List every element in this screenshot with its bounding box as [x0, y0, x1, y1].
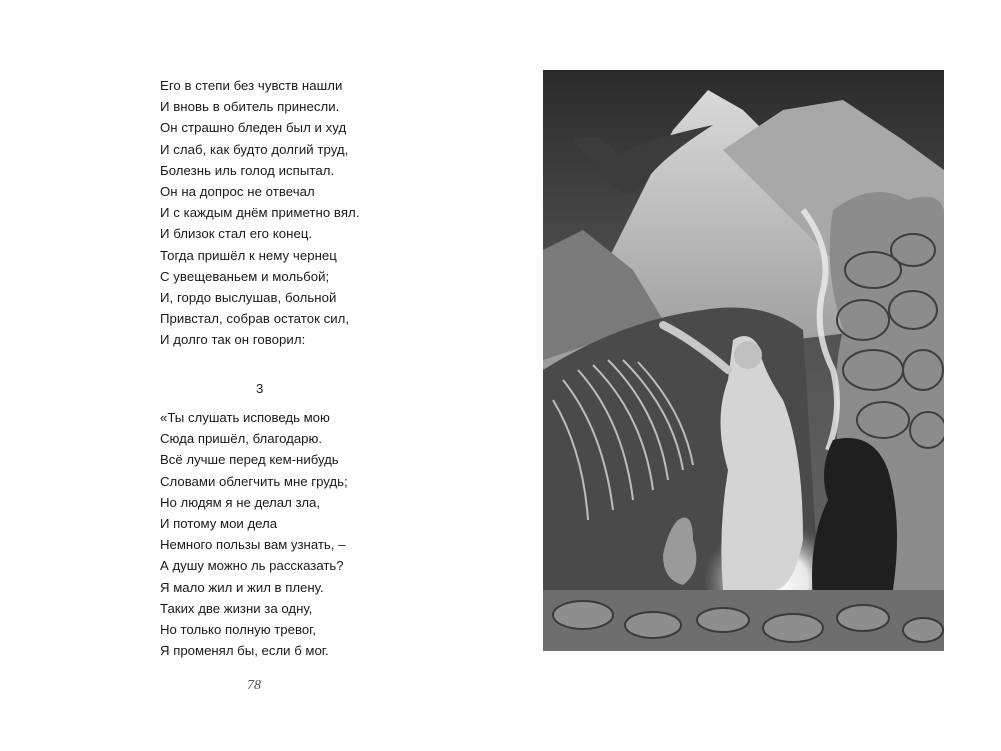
poem-line: Всё лучше перед кем-нибудь: [160, 452, 339, 468]
poem-line: Я мало жил и жил в плену.: [160, 579, 324, 595]
poem-line: С увещеваньем и мольбой;: [160, 268, 330, 284]
poem-line: Болезнь иль голод испытал.: [160, 162, 335, 178]
poem-line: И вновь в обитель принесли.: [160, 99, 340, 115]
woman-head: [734, 341, 762, 369]
poem-line: Он на допрос не отвечал: [160, 183, 315, 199]
poem-line: Но людям я не делал зла,: [160, 494, 321, 510]
poem-line: И с каждым днём приметно вял.: [160, 205, 360, 221]
poem-line: Таких две жизни за одну,: [160, 600, 313, 616]
poem-line: Но только полную тревог,: [160, 621, 317, 637]
poem-line: А душу можно ль рассказать?: [160, 558, 344, 574]
poem-stanza-2: [160, 407, 490, 661]
page-number: 78: [247, 678, 261, 693]
poem-line: Он страшно бледен был и худ: [160, 120, 347, 136]
poem-line: И потому мои дела: [160, 515, 278, 531]
poem-line: И долго так он говорил:: [160, 332, 306, 348]
poem-line: Привстал, собрав остаток сил,: [160, 311, 350, 327]
illustration-artwork: [543, 70, 944, 651]
poem-line: Его в степи без чувств нашли: [160, 78, 343, 93]
poem-line: И близок стал его конец.: [160, 226, 313, 242]
poem-line: Я променял бы, если б мог.: [160, 643, 329, 659]
poem-line: И слаб, как будто долгий труд,: [160, 141, 349, 157]
poem-line: «Ты слушать исповедь мою: [160, 410, 330, 425]
poem-line: И, гордо выслушав, больной: [160, 289, 337, 305]
poem-stanza-1: [160, 75, 490, 350]
illustration: [543, 70, 944, 651]
poem-line: Словами облегчить мне грудь;: [160, 473, 348, 489]
poem-line: Немного пользы вам узнать, –: [160, 537, 346, 553]
section-number: 3: [256, 381, 264, 396]
poem-line: Сюда пришёл, благодарю.: [160, 431, 323, 447]
poem-line: Тогда пришёл к нему чернец: [160, 247, 337, 263]
